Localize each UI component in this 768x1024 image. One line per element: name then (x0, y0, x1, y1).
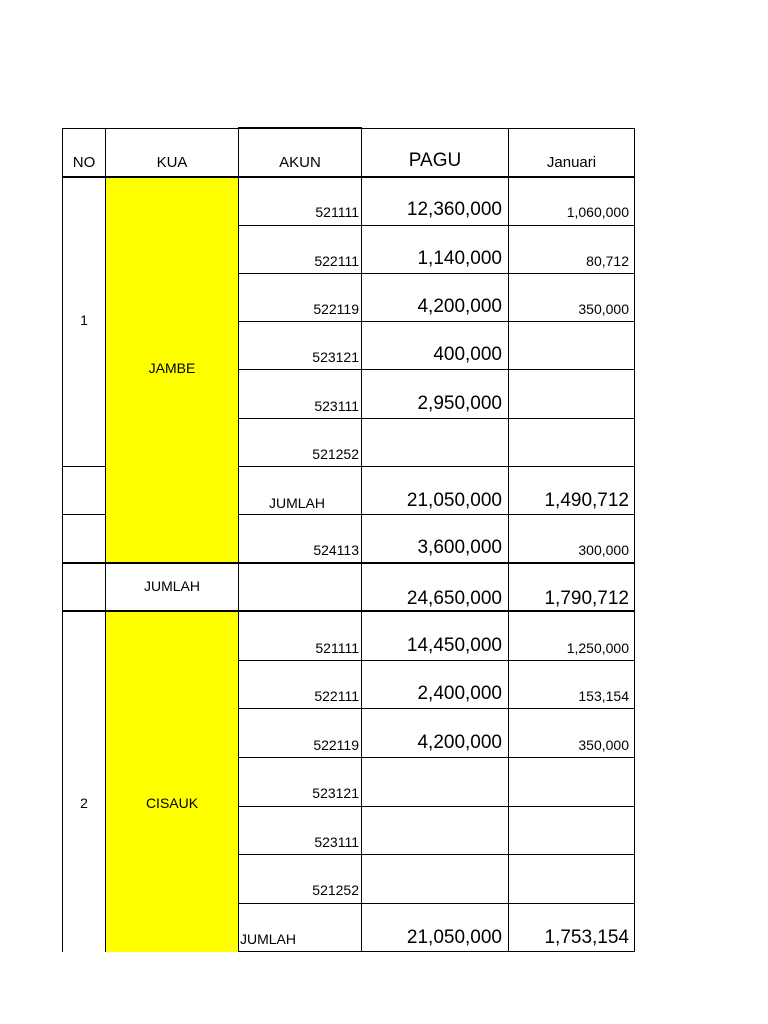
total-januari: 1,790,712 (544, 588, 629, 609)
pagu-value: 4,200,000 (417, 732, 502, 753)
section-number: 2 (80, 795, 88, 811)
grid-line (62, 514, 106, 515)
section-number: 1 (80, 312, 88, 328)
grid-line (238, 369, 635, 370)
kua-fill-cisauk (106, 612, 238, 952)
januari-value: 1,060,000 (566, 204, 629, 220)
grid-line (238, 418, 635, 419)
header-januari: Januari (546, 154, 597, 171)
total-pagu: 24,650,000 (406, 588, 502, 609)
grid-line (238, 273, 635, 274)
grid-line (238, 757, 635, 758)
subtotal-januari: 1,490,712 (544, 490, 629, 511)
januari-value: 1,250,000 (566, 640, 629, 656)
akun-code: 522119 (313, 737, 359, 753)
pagu-value: 400,000 (433, 344, 502, 365)
total-label: JUMLAH (143, 578, 200, 594)
akun-code: 522111 (314, 253, 359, 269)
grid-line (238, 708, 635, 709)
pagu-value: 1,140,000 (417, 248, 502, 269)
grid-line (634, 128, 635, 952)
subtotal-pagu: 21,050,000 (406, 490, 502, 511)
akun-code: 523111 (314, 834, 359, 850)
akun-code: 523121 (312, 785, 359, 801)
header-akun: AKUN (279, 154, 321, 171)
grid-line (62, 466, 106, 467)
header-kua: KUA (156, 154, 188, 171)
grid-line (105, 128, 106, 952)
kua-name: CISAUK (145, 795, 199, 811)
subtotal-label: JUMLAH (269, 495, 326, 511)
akun-code: 521252 (312, 882, 359, 898)
grid-line (62, 128, 63, 952)
pagu-value: 14,450,000 (406, 635, 502, 656)
grid-line (238, 514, 635, 515)
grid-line (238, 225, 635, 226)
grid-line (238, 854, 635, 855)
pagu-value: 3,600,000 (417, 537, 502, 558)
akun-code: 524113 (313, 542, 359, 558)
header-no: NO (72, 154, 96, 171)
grid-line (238, 466, 635, 467)
subtotal-januari: 1,753,154 (544, 927, 629, 948)
akun-code: 522119 (313, 301, 359, 317)
januari-value: 350,000 (578, 737, 629, 753)
grid-line (62, 610, 635, 612)
akun-code: 523111 (314, 398, 359, 414)
grid-line (62, 176, 635, 178)
pagu-value: 4,200,000 (417, 296, 502, 317)
akun-code: 521111 (315, 640, 359, 656)
akun-code: 521252 (312, 446, 359, 462)
januari-value: 350,000 (578, 301, 629, 317)
januari-value: 153,154 (578, 688, 629, 704)
pagu-value: 2,400,000 (417, 683, 502, 704)
akun-code: 522111 (314, 688, 359, 704)
grid-line (238, 660, 635, 661)
kua-name: JAMBE (148, 360, 196, 376)
grid-line (508, 128, 509, 952)
januari-value: 300,000 (578, 542, 629, 558)
grid-line (238, 951, 635, 952)
grid-line (62, 562, 635, 564)
pagu-value: 12,360,000 (406, 199, 502, 220)
grid-line (238, 321, 635, 322)
grid-line (238, 128, 239, 952)
grid-line (238, 903, 635, 904)
subtotal-pagu: 21,050,000 (406, 927, 502, 948)
januari-value: 80,712 (586, 253, 629, 269)
header-pagu: PAGU (408, 150, 462, 171)
grid-line (238, 127, 362, 129)
subtotal-label: JUMLAH (240, 931, 297, 947)
akun-code: 523121 (312, 349, 359, 365)
akun-code: 521111 (315, 204, 359, 220)
pagu-value: 2,950,000 (417, 393, 502, 414)
grid-line (238, 806, 635, 807)
